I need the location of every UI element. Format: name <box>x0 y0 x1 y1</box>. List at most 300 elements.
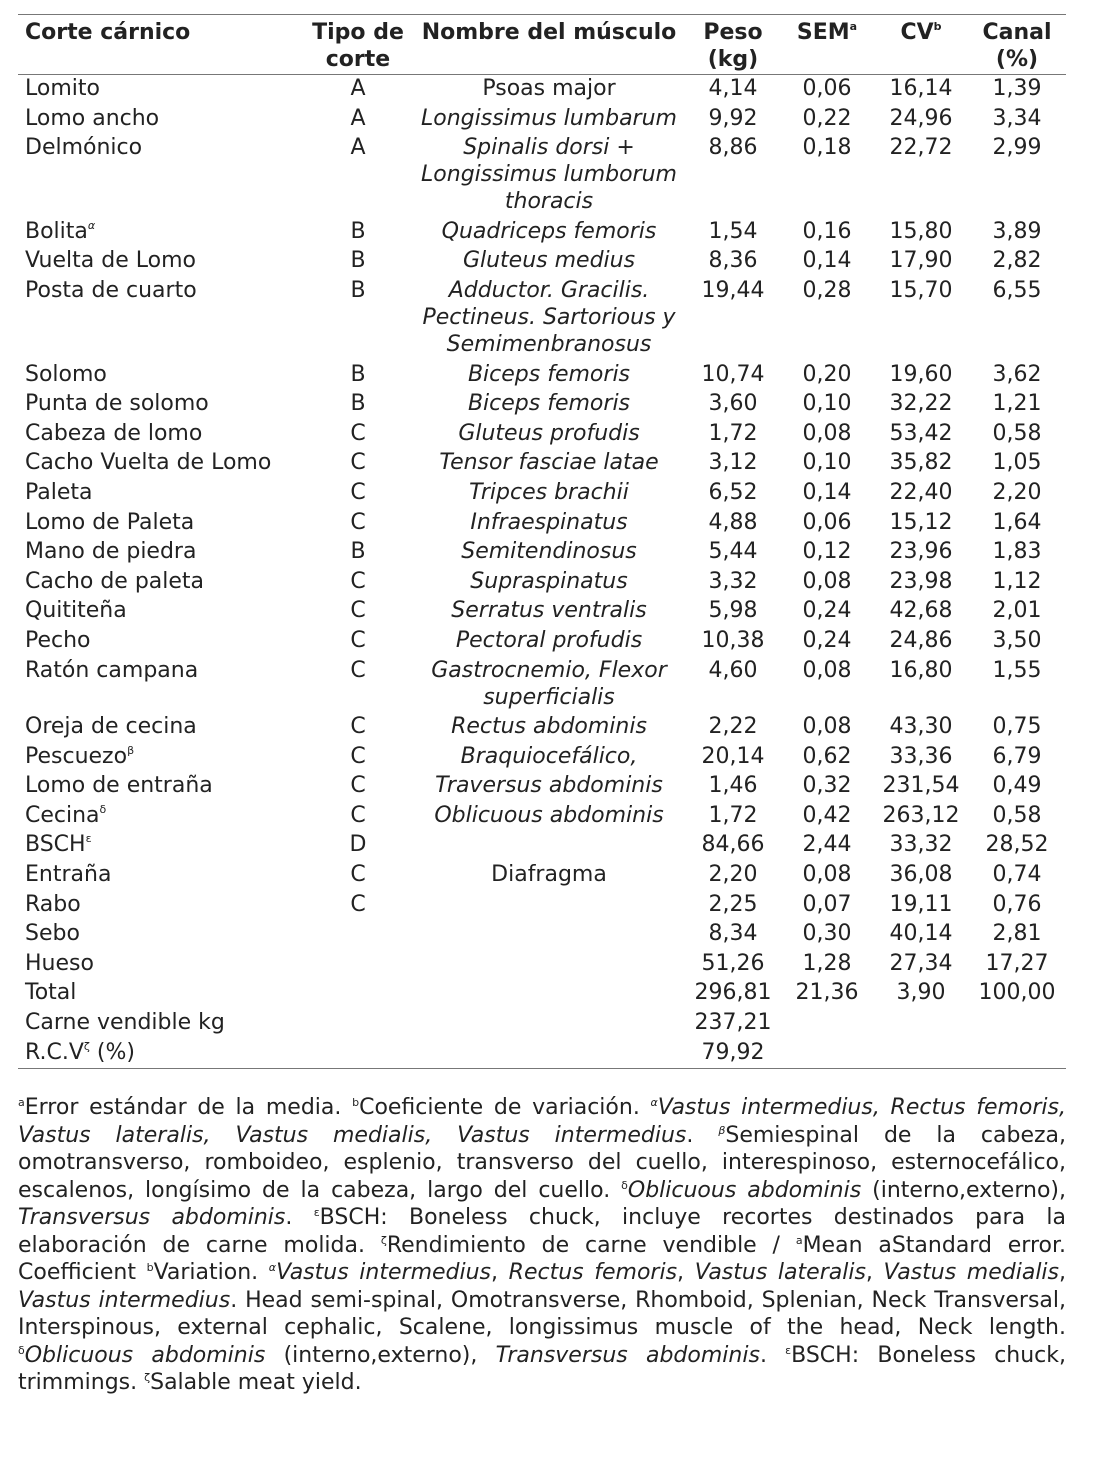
cell-muscle: Pectoral profudis <box>455 627 643 653</box>
footnote-italic-text: Vastus intermedius <box>18 1287 231 1313</box>
cell-cv: 15,70 <box>889 277 953 303</box>
cell-sem: 0,08 <box>802 568 852 594</box>
cell-sem: 21,36 <box>795 980 859 1006</box>
footnote-mark: α <box>650 1096 658 1110</box>
table-row <box>18 538 1066 568</box>
cell-sem: 0,18 <box>802 135 852 161</box>
cell-type <box>304 979 412 1009</box>
cell-muscle: Supraspinatus <box>470 568 628 594</box>
table-row <box>18 479 1066 509</box>
meat-cuts-table <box>18 14 1066 1069</box>
cell-cv: 33,36 <box>889 743 953 769</box>
cell-carcass: 2,01 <box>992 598 1042 624</box>
cell-sem: 0,20 <box>802 361 852 387</box>
cell-weight: 2,25 <box>708 891 758 917</box>
footnote-italic-text: Vastus intermedius <box>276 1260 492 1286</box>
cut-name: Cacho Vuelta de Lomo <box>25 450 272 476</box>
footnote-mark: b <box>146 1261 154 1275</box>
cell-weight: 79,92 <box>701 1039 765 1065</box>
cell-type: A <box>350 135 366 161</box>
cell-type: A <box>350 105 366 131</box>
cell-sem: 0,08 <box>802 862 852 888</box>
cell-cv: 263,12 <box>882 802 960 828</box>
cell-cut <box>18 134 304 218</box>
cell-type <box>304 920 412 950</box>
cell-weight: 8,86 <box>708 135 758 161</box>
cell-weight: 1,46 <box>708 773 758 799</box>
cut-name: Delmónico <box>25 135 143 161</box>
cell-cv <box>874 1009 968 1039</box>
cell-type: A <box>350 76 366 101</box>
cell-muscle: Biceps femoris <box>467 391 631 417</box>
table-row <box>18 657 1066 714</box>
cell-cv: 19,60 <box>889 361 953 387</box>
cell-cv: 15,80 <box>889 218 953 244</box>
table-row <box>18 802 1066 832</box>
cell-cv: 27,34 <box>889 950 953 976</box>
cell-muscle: Adductor. Gracilis. Pectineus. Sartorious y Semimenbranosus <box>422 277 676 357</box>
cell-muscle: Psoas major <box>482 76 616 101</box>
cell-muscle: Diafragma <box>491 862 607 888</box>
cell-muscle: Infraespinatus <box>470 509 628 535</box>
table-row <box>18 743 1066 773</box>
table-row <box>18 247 1066 277</box>
cell-weight: 237,21 <box>694 1010 772 1036</box>
footnote-text: Error estándar de la media. <box>24 1095 353 1121</box>
cell-carcass: 6,79 <box>992 743 1042 769</box>
footnote-mark: a <box>795 1233 803 1247</box>
table-row <box>18 390 1066 420</box>
cell-muscle: Gluteus profudis <box>458 420 640 446</box>
footnote-text: . <box>285 1205 314 1231</box>
cell-cv: 23,98 <box>889 568 953 594</box>
table-row <box>18 134 1066 218</box>
cut-name: Rabo <box>25 891 81 917</box>
cell-weight: 1,72 <box>708 802 758 828</box>
cut-name: Vuelta de Lomo <box>25 248 196 274</box>
cell-cut <box>18 449 304 479</box>
cell-type: C <box>350 450 366 476</box>
table-footnotes <box>18 1094 1066 1397</box>
footnote-text: (interno,externo), <box>265 1342 496 1368</box>
footnote-text: Coeficiente de variación. <box>359 1095 651 1121</box>
cell-cv: 19,11 <box>889 891 953 917</box>
cell-cv: 36,08 <box>889 862 953 888</box>
cut-footnote-mark: β <box>127 743 135 757</box>
cell-muscle: Longissimus lumbarum <box>421 105 677 131</box>
cell-sem: 0,08 <box>802 657 852 683</box>
cell-weight: 4,14 <box>708 76 758 101</box>
footnote-text: Mean aStandard error. Coefficient <box>18 1232 1067 1286</box>
cell-sem: 0,07 <box>802 891 852 917</box>
table-row <box>18 597 1066 627</box>
footnote-mark: α <box>268 1261 277 1275</box>
cell-weight: 1,72 <box>708 420 758 446</box>
cell-weight: 3,60 <box>708 391 758 417</box>
cut-footnote-mark: ε <box>85 832 92 846</box>
cell-sem: 0,06 <box>802 76 852 101</box>
cell-cv: 53,42 <box>889 420 953 446</box>
footnote-mark: ζ <box>380 1233 387 1247</box>
cell-carcass: 1,05 <box>992 450 1042 476</box>
header-weight: Peso (kg) <box>703 20 763 72</box>
cell-sem: 0,14 <box>802 248 852 274</box>
cell-cv: 43,30 <box>889 714 953 740</box>
cut-name: Cecina <box>25 802 100 828</box>
cell-carcass: 17,27 <box>985 950 1049 976</box>
header-sem-mark: a <box>849 20 858 33</box>
cut-name: Solomo <box>25 361 107 387</box>
footnote-text: Rendimiento de carne vendible / <box>386 1232 796 1258</box>
footnote-italic-text: Transversus abdominis <box>495 1342 760 1368</box>
cut-name: R.C.V <box>25 1039 84 1065</box>
cell-carcass: 2,99 <box>992 135 1042 161</box>
cell-cut <box>18 979 304 1009</box>
cell-muscle <box>412 831 686 861</box>
cell-muscle: Oblicuous abdominis <box>434 802 664 828</box>
cell-cv: 35,82 <box>889 450 953 476</box>
cell-weight: 2,22 <box>708 714 758 740</box>
cell-cut <box>18 75 304 105</box>
header-carcass: Canal (%) <box>982 20 1052 72</box>
cut-name: Sebo <box>25 921 80 947</box>
cell-cv: 32,22 <box>889 391 953 417</box>
cell-weight: 6,52 <box>708 479 758 505</box>
table-body <box>18 75 1066 1069</box>
cut-footnote-mark: ζ <box>83 1039 90 1053</box>
cell-cut <box>18 247 304 277</box>
cell-sem: 0,30 <box>802 921 852 947</box>
cell-type: C <box>350 657 366 683</box>
cell-sem: 2,44 <box>802 832 852 858</box>
cell-type: C <box>350 743 366 769</box>
cell-type: B <box>350 391 366 417</box>
cell-cv: 24,96 <box>889 105 953 131</box>
table-row <box>18 1009 1066 1039</box>
cut-name: Entraña <box>25 862 112 888</box>
cell-carcass: 1,12 <box>992 568 1042 594</box>
cell-weight: 9,92 <box>708 105 758 131</box>
cell-weight: 5,98 <box>708 598 758 624</box>
cut-name: Cabeza de lomo <box>25 420 203 446</box>
cell-carcass: 2,20 <box>992 479 1042 505</box>
table-row <box>18 105 1066 135</box>
table-row <box>18 772 1066 802</box>
cut-name: Pecho <box>25 627 91 653</box>
cell-cv: 15,12 <box>889 509 953 535</box>
table-row <box>18 449 1066 479</box>
cell-sem: 0,62 <box>802 743 852 769</box>
cell-weight: 84,66 <box>701 832 765 858</box>
cut-name: Total <box>25 980 77 1006</box>
footnote-text: BSCH: Boneless chuck, incluye recortes destinados para la elaboración de carne molida. <box>18 1205 1066 1258</box>
footnote-text: . <box>686 1122 719 1148</box>
cell-sem: 0,14 <box>802 479 852 505</box>
footnote-text: . Head semi-spinal, Omotransverse, Rhomboid, Splenian, Neck Transversal, Interspinous, external cephalic, Scalene, longissimus muscle of the head, Neck length. <box>18 1287 1066 1341</box>
cell-cv: 23,96 <box>889 539 953 565</box>
cut-name: Cacho de paleta <box>25 568 205 594</box>
cell-weight: 4,88 <box>708 509 758 535</box>
cell-muscle: Traversus abdominis <box>435 773 663 799</box>
cell-cut <box>18 538 304 568</box>
table-row <box>18 713 1066 743</box>
cell-cut <box>18 479 304 509</box>
cut-name: BSCH <box>25 832 86 858</box>
document-page <box>18 14 1066 1397</box>
cell-weight: 5,44 <box>708 539 758 565</box>
cell-carcass: 2,82 <box>992 248 1042 274</box>
footnote-text: , <box>865 1260 884 1286</box>
cell-type <box>304 950 412 980</box>
footnote-text: Variation. <box>153 1260 269 1286</box>
cell-type: B <box>350 248 366 274</box>
table-header <box>18 15 1066 75</box>
cell-weight: 20,14 <box>701 743 765 769</box>
cell-cv <box>874 1039 968 1069</box>
footnote-text: , <box>491 1260 509 1286</box>
cell-type <box>304 1009 412 1039</box>
cell-carcass: 100,00 <box>978 980 1056 1006</box>
cut-name: Bolita <box>25 218 88 244</box>
cell-carcass: 1,83 <box>992 539 1042 565</box>
cut-name: Oreja de cecina <box>25 714 197 740</box>
cell-cv: 42,68 <box>889 598 953 624</box>
cell-cut <box>18 361 304 391</box>
cell-carcass: 28,52 <box>985 832 1049 858</box>
cell-weight: 2,20 <box>708 862 758 888</box>
cell-muscle: Braquiocefálico, <box>460 743 638 769</box>
table-row <box>18 950 1066 980</box>
header-type: Tipo de corte <box>312 20 404 72</box>
cell-cv: 16,80 <box>889 657 953 683</box>
cell-sem: 0,10 <box>802 391 852 417</box>
cell-type: D <box>349 832 367 858</box>
cell-type: C <box>350 714 366 740</box>
cell-type: C <box>350 598 366 624</box>
cell-carcass: 0,74 <box>992 862 1042 888</box>
cell-carcass <box>968 1009 1066 1039</box>
cell-type: C <box>350 891 366 917</box>
footnote-italic-text: Transversus abdominis <box>18 1205 286 1231</box>
header-cv-mark: b <box>933 20 942 33</box>
cell-muscle <box>412 920 686 950</box>
cell-sem: 0,32 <box>802 773 852 799</box>
cut-footnote-mark: δ <box>99 802 107 816</box>
cut-name: Paleta <box>25 479 93 505</box>
cell-weight: 8,36 <box>708 248 758 274</box>
cell-carcass: 0,58 <box>992 802 1042 828</box>
cell-cut <box>18 1009 304 1039</box>
cell-cut <box>18 772 304 802</box>
cell-cut <box>18 105 304 135</box>
footnote-mark: ζ <box>144 1371 151 1385</box>
cut-name: Posta de cuarto <box>25 277 197 303</box>
cut-name: Ratón campana <box>25 657 199 683</box>
header-cut: Corte cárnico <box>25 20 191 45</box>
cell-type: B <box>350 539 366 565</box>
cell-cut <box>18 420 304 450</box>
cell-carcass: 1,39 <box>992 76 1042 101</box>
cell-muscle: Biceps femoris <box>467 361 631 387</box>
cell-cut <box>18 277 304 361</box>
table-row <box>18 1039 1066 1069</box>
cell-sem: 0,22 <box>802 105 852 131</box>
cell-cut <box>18 831 304 861</box>
cut-name: Pescuezo <box>25 743 128 769</box>
cell-type: C <box>350 479 366 505</box>
header-muscle: Nombre del músculo <box>421 20 677 45</box>
footnote-italic-text: Oblicuous abdominis <box>24 1342 266 1368</box>
table-row <box>18 861 1066 891</box>
cell-cut <box>18 713 304 743</box>
cell-weight: 10,38 <box>701 627 765 653</box>
cell-carcass: 6,55 <box>992 277 1042 303</box>
cell-cut <box>18 802 304 832</box>
cell-type: C <box>350 862 366 888</box>
cell-cut <box>18 390 304 420</box>
cell-carcass: 1,55 <box>992 657 1042 683</box>
cell-cut <box>18 218 304 248</box>
cell-muscle <box>412 950 686 980</box>
cell-type: C <box>350 509 366 535</box>
cell-cv: 33,32 <box>889 832 953 858</box>
cell-cut <box>18 627 304 657</box>
cell-cv: 3,90 <box>896 980 946 1006</box>
cell-sem: 0,24 <box>802 598 852 624</box>
cell-sem: 0,24 <box>802 627 852 653</box>
cell-cut <box>18 597 304 627</box>
cell-type: C <box>350 627 366 653</box>
cell-sem: 0,28 <box>802 277 852 303</box>
footnote-mark: β <box>718 1123 726 1137</box>
cell-cv: 24,86 <box>889 627 953 653</box>
cell-carcass: 0,49 <box>992 773 1042 799</box>
cell-sem: 0,16 <box>802 218 852 244</box>
cell-cut <box>18 920 304 950</box>
cell-muscle <box>412 979 686 1009</box>
footnote-italic-text: Vastus lateralis <box>694 1260 866 1286</box>
cell-carcass: 2,81 <box>992 921 1042 947</box>
cell-cv: 22,40 <box>889 479 953 505</box>
cell-weight: 10,74 <box>701 361 765 387</box>
cell-weight: 4,60 <box>708 657 758 683</box>
cut-suffix: (%) <box>89 1039 135 1065</box>
cell-cv: 17,90 <box>889 248 953 274</box>
cell-muscle <box>412 1009 686 1039</box>
cell-sem: 0,06 <box>802 509 852 535</box>
cell-cv: 40,14 <box>889 921 953 947</box>
cell-cut <box>18 743 304 773</box>
footnote-text: Semiespinal de la cabeza, omotransverso, romboideo, esplenio, transverso del cuello, interespinoso, esternocefálico, escalenos, longísimo de la cabeza, largo del cuello. <box>18 1122 1066 1203</box>
cut-name: Lomito <box>25 76 100 101</box>
cell-weight: 3,12 <box>708 450 758 476</box>
footnote-text: , <box>1059 1260 1067 1286</box>
cell-sem: 0,42 <box>802 802 852 828</box>
table-row <box>18 920 1066 950</box>
footnote-text: (interno,externo), <box>861 1177 1066 1203</box>
footnote-mark: b <box>352 1096 360 1110</box>
cell-carcass: 0,58 <box>992 420 1042 446</box>
cell-muscle: Tripces brachii <box>469 479 629 505</box>
cell-weight: 19,44 <box>701 277 765 303</box>
cell-cv: 231,54 <box>882 773 960 799</box>
cell-cv: 22,72 <box>889 135 953 161</box>
cell-sem <box>780 1009 874 1039</box>
footnote-italic-text: Vastus medialis <box>883 1260 1060 1286</box>
cut-name: Lomo ancho <box>25 105 160 131</box>
table-row <box>18 627 1066 657</box>
cell-type: B <box>350 361 366 387</box>
cell-cut <box>18 568 304 598</box>
table-row <box>18 568 1066 598</box>
footnote-italic-text: Oblicuous abdominis <box>627 1177 862 1203</box>
footnote-mark: δ <box>18 1343 25 1357</box>
cell-weight: 296,81 <box>694 980 772 1006</box>
cell-carcass: 1,64 <box>992 509 1042 535</box>
cell-type: C <box>350 773 366 799</box>
cell-type: B <box>350 277 366 303</box>
cell-cut <box>18 657 304 714</box>
cell-cv: 16,14 <box>889 76 953 101</box>
cell-sem: 0,08 <box>802 714 852 740</box>
footnote-mark: ε <box>313 1206 320 1220</box>
cut-name: Hueso <box>25 950 94 976</box>
footnote-text: BSCH: Boneless chuck, trimmings. <box>18 1342 1066 1396</box>
cut-name: Carne vendible kg <box>25 1010 225 1036</box>
cell-cut <box>18 509 304 539</box>
cell-carcass: 3,89 <box>992 218 1042 244</box>
table-row <box>18 891 1066 921</box>
cell-weight: 51,26 <box>701 950 765 976</box>
cell-weight: 8,34 <box>708 921 758 947</box>
cell-cut <box>18 1039 304 1069</box>
cell-sem: 1,28 <box>802 950 852 976</box>
table-row <box>18 218 1066 248</box>
cell-cut <box>18 950 304 980</box>
cell-sem: 0,12 <box>802 539 852 565</box>
cut-name: Quititeña <box>25 598 127 624</box>
cell-sem: 0,08 <box>802 420 852 446</box>
cell-muscle: Spinalis dorsi + Longissimus lumborum thoracis <box>421 135 677 215</box>
footnote-italic-text: Rectus femoris <box>508 1260 678 1286</box>
cell-weight: 3,32 <box>708 568 758 594</box>
footnote-text: , <box>677 1260 695 1286</box>
cell-muscle <box>412 1039 686 1069</box>
cell-cut <box>18 861 304 891</box>
cell-sem <box>780 1039 874 1069</box>
cell-muscle: Gluteus medius <box>462 248 636 274</box>
cell-muscle: Gastrocnemio, Flexor superficialis <box>431 657 667 710</box>
table-row <box>18 361 1066 391</box>
cell-carcass: 0,76 <box>992 891 1042 917</box>
table-row <box>18 509 1066 539</box>
header-sem <box>780 15 874 75</box>
footnote-mark: δ <box>621 1178 628 1192</box>
cell-carcass: 3,50 <box>992 627 1042 653</box>
cell-sem: 0,10 <box>802 450 852 476</box>
footnote-text: Salable meat yield. <box>150 1370 362 1396</box>
table-row <box>18 979 1066 1009</box>
cell-type: B <box>350 218 366 244</box>
cut-name: Mano de piedra <box>25 539 197 565</box>
cut-name: Punta de solomo <box>25 391 209 417</box>
cut-name: Lomo de Paleta <box>25 509 195 535</box>
table-row <box>18 277 1066 361</box>
table-row <box>18 420 1066 450</box>
footnote-text: . <box>759 1342 786 1368</box>
cell-muscle <box>412 891 686 921</box>
cut-name: Lomo de entraña <box>25 773 213 799</box>
